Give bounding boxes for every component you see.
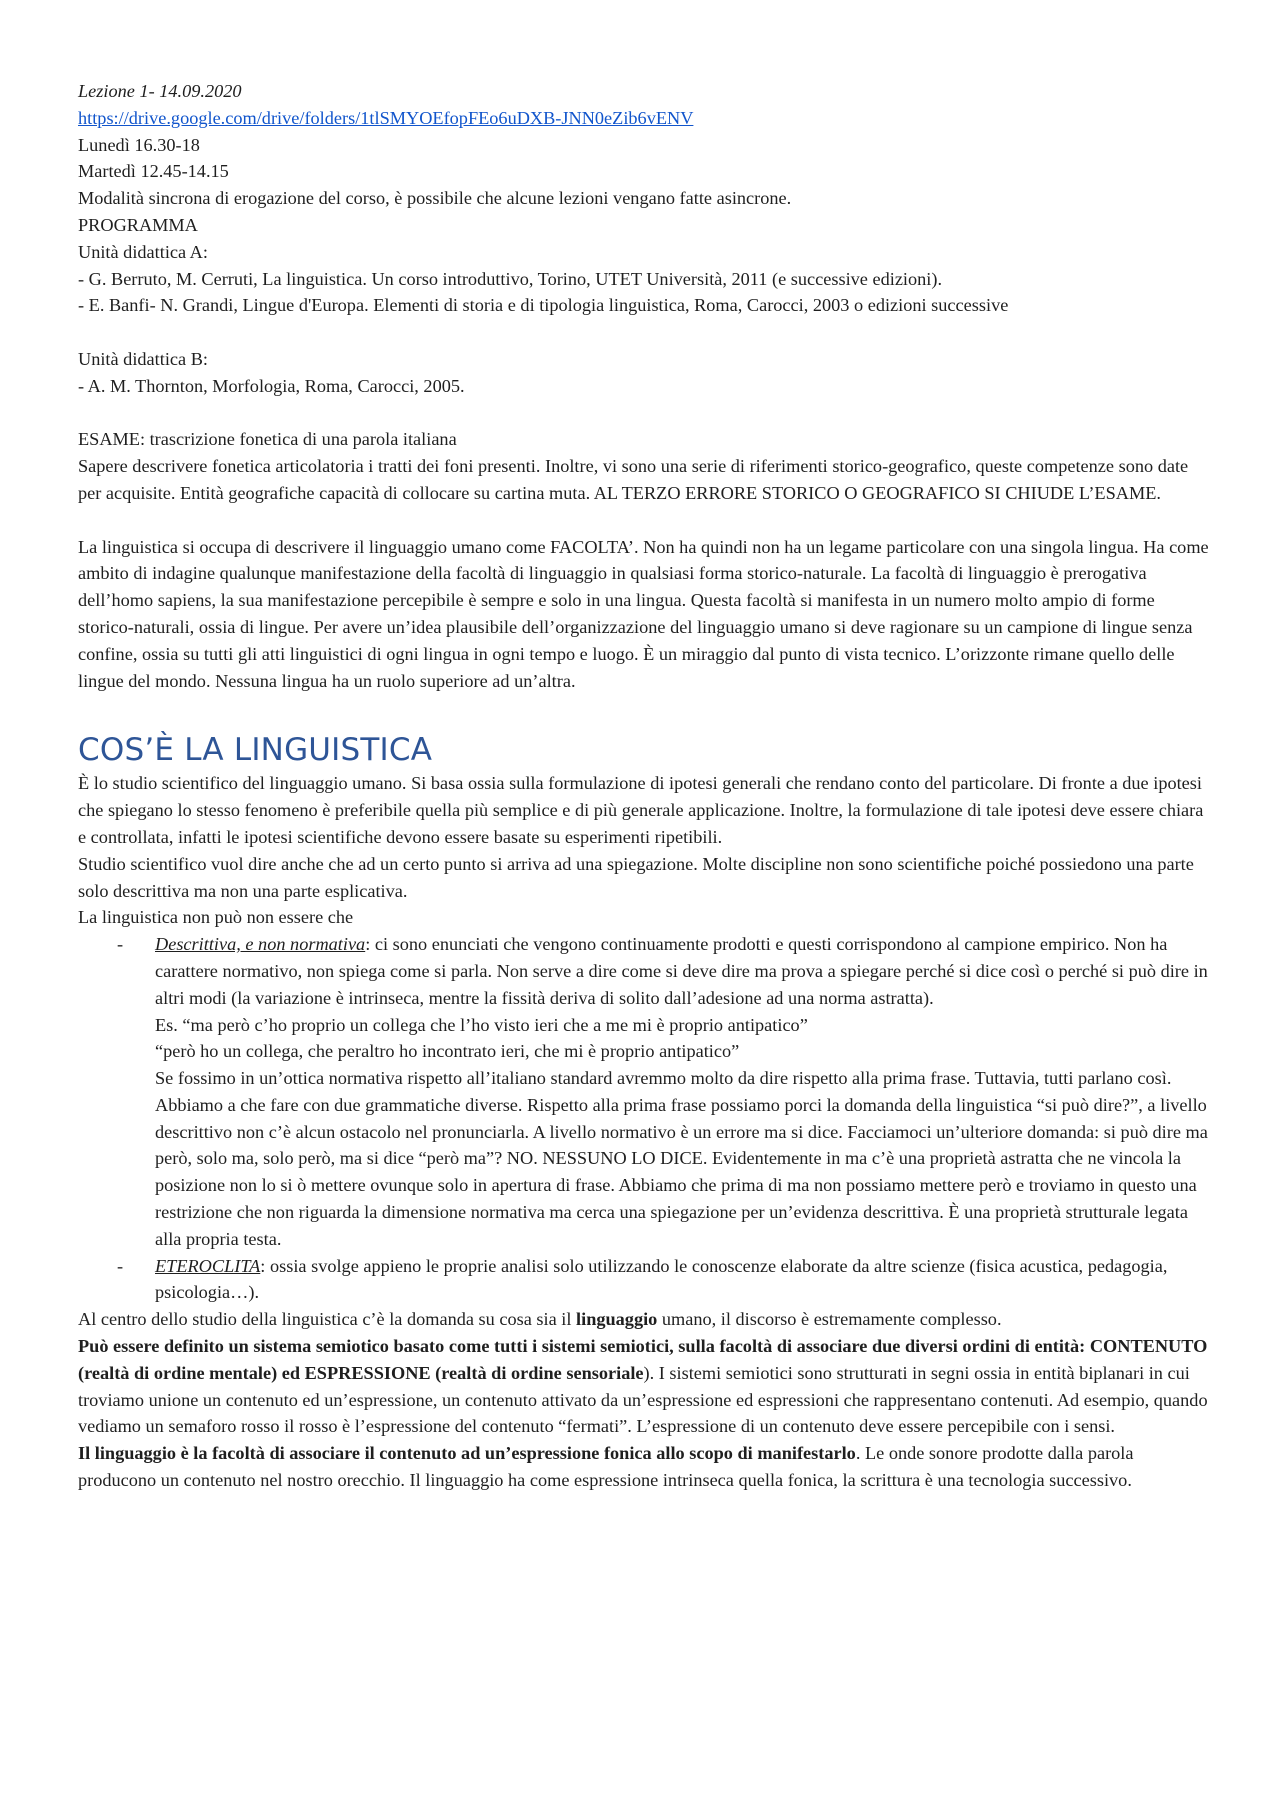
text-run: Al centro dello studio della linguistica c’è la domanda su cosa sia il xyxy=(78,1309,577,1330)
list-item-term: ETEROCLITA xyxy=(155,1255,261,1276)
text-run: ). I sistemi semiotici sono strutturati in segni ossia in entità biplanari in cui troviamo unione un contenuto ed un’espressione, un contenuto attivato da un’espressione ed espressioni che rappresentano contenuti. Ad esempio, quando vediamo un semaforo rosso il rosso è l’espressione del contenuto “fermati”. L’espressione di un contenuto deve essere percepibile con i sensi. xyxy=(78,1362,1208,1437)
example-sentence: Es. “ma però c’ho proprio un collega che l’ho visto ieri che a me mi è proprio antipatico” xyxy=(155,1014,808,1035)
spacer xyxy=(78,507,1213,534)
example-sentence: “però ho un collega, che peraltro ho incontrato ieri, che mi è proprio antipatico” xyxy=(155,1041,740,1062)
unit-a-item: - G. Berruto, M. Cerruti, La linguistica. Un corso introduttivo, Torino, UTET Università, 2011 (e successive edizioni). xyxy=(78,268,943,289)
section-paragraph xyxy=(78,1333,1213,1440)
example-explanation: Se fossimo in un’ottica normativa rispetto all’italiano standard avremmo molto da dire rispetto alla prima frase. Tuttavia, tutti parlano così. Abbiamo a che fare con due grammatiche diverse. Rispetto alla prima frase possiamo porci la domanda della linguistica “si può dire?”, a livello descrittivo non c’è alcun ostacolo nel pronunciarla. A livello normativo è un errore ma si dice. Facciamoci un’ulteriore domanda: si può dire ma però, solo ma, solo però, ma si dice “però ma”? NO. NESSUNO LO DICE. Evidentemente in ma c’è una proprietà astratta che ne vincola la posizione non lo si ò mettere ovunque solo in apertura di frase. Abbiamo che prima di ma non possiamo mettere però e troviamo in questo una restrizione che non riguarda la dimensione normativa ma cerca una spiegazione per un’evidenza descrittiva. È una proprietà strutturale legata alla propria testa. xyxy=(155,1068,1208,1249)
drive-link-line xyxy=(78,105,1213,132)
list-item-term: Descrittiva, e non normativa xyxy=(155,934,366,955)
list-item-body: : ossia svolge appieno le proprie analisi solo utilizzando le conoscenze elaborate da altre scienze (fisica acustica, pedagogia, psicologia…). xyxy=(155,1255,1168,1303)
course-modality: Modalità sincrona di erogazione del corso, è possibile che alcune lezioni vengano fatte asincrone. xyxy=(78,188,792,209)
list-item xyxy=(78,1253,1213,1307)
section-heading: COS’È LA LINGUISTICA xyxy=(78,732,433,769)
unit-b-item: - A. M. Thornton, Morfologia, Roma, Carocci, 2005. xyxy=(78,375,465,396)
section-paragraph: Studio scientifico vuol dire anche che ad un certo punto si arriva ad una spiegazione. Molte discipline non sono scientifiche poiché possiedono una parte solo descrittiva ma non una parte esplicativa. xyxy=(78,853,1194,901)
bullet-list xyxy=(78,931,1213,1306)
list-item-body: : ci sono enunciati che vengono continuamente prodotti e questi corrispondono al campione empirico. Non ha carattere normativo, non spiega come si parla. Non serve a dire come si deve dire ma prova a spiegare perché si dice così o perché si può dire in altri modi (la variazione è intrinseca, mentre la fissità deriva di solito dall’adesione ad una norma astratta). xyxy=(155,934,1208,1008)
bold-definition: Può essere definito un sistema semiotico basato come tutti i sistemi semiotici, sulla facoltà di associare due diversi ordini di entità: CONTENUTO (realtà di ordine mentale) ed ESPRESSIONE (realtà di ordine sensoriale xyxy=(78,1336,1208,1383)
text-run: . Le onde sonore prodotte dalla parola producono un contenuto nel nostro orecchio. Il linguaggio ha come espressione intrinseca quella fonica, la scrittura è una tecnologia successivo. xyxy=(78,1443,1134,1491)
section-paragraph: La linguistica non può non essere che xyxy=(78,907,354,928)
spacer xyxy=(78,319,1213,346)
exam-title: ESAME: trascrizione fonetica di una parola italiana xyxy=(78,429,457,450)
exam-description: Sapere descrivere fonetica articolatoria i tratti dei foni presenti. Inoltre, vi sono una serie di riferimenti storico-geografico, queste competenze sono date per acquisite. Entità geografiche capacità di collocare su cartina muta. AL TERZO ERRORE STORICO O GEOGRAFICO SI CHIUDE L’ESAME. xyxy=(78,456,1189,503)
text-run: umano, il discorso è estremamente complesso. xyxy=(657,1309,1002,1330)
bold-term: linguaggio xyxy=(576,1309,658,1330)
section-paragraph xyxy=(78,1306,1213,1333)
lesson-title: Lezione 1- 14.09.2020 xyxy=(78,81,242,101)
list-item xyxy=(78,931,1213,1253)
schedule-tuesday: Martedì 12.45-14.15 xyxy=(78,161,229,182)
programma-title: PROGRAMMA xyxy=(78,214,198,235)
intro-paragraph: La linguistica si occupa di descrivere il linguaggio umano come FACOLTA’. Non ha quindi non ha un legame particolare con una singola lingua. Ha come ambito di indagine qualunque manifestazione della facoltà di linguaggio in qualsiasi forma storico-naturale. La facoltà di linguaggio è prerogativa dell’homo sapiens, la sua manifestazione percepibile è sempre e solo in una lingua. Questa facoltà si manifesta in un numero molto ampio di forme storico-naturali, ossia di lingue. Per avere un’idea plausibile dell’organizzazione del linguaggio umano si deve ragionare su un campione di lingue senza confine, ossia su tutti gli atti linguistici di ogni lingua in ogni tempo e luogo. È un miraggio dal punto di vista tecnico. L’orizzonte rimane quello delle lingue del mondo. Nessuna lingua ha un ruolo superiore ad un’altra. xyxy=(78,536,1209,691)
section-paragraph xyxy=(78,1440,1213,1494)
unit-b-label: Unità didattica B: xyxy=(78,348,208,369)
list-item-text xyxy=(155,931,1213,1011)
document-page xyxy=(78,78,1213,1494)
section-paragraph: È lo studio scientifico del linguaggio umano. Si basa ossia sulla formulazione di ipotesi generali che rendano conto del particolare. Di fronte a due ipotesi che spiegano lo stesso fenomeno è preferibile quella più semplice e di più generale applicazione. Inoltre, la formulazione di tale ipotesi deve essere chiara e controllata, infatti le ipotesi scientifiche devono essere basate su esperimenti ripetibili. xyxy=(78,773,1204,847)
unit-a-label: Unità didattica A: xyxy=(78,241,208,262)
bold-definition: Il linguaggio è la facoltà di associare il contenuto ad un’espressione fonica allo scopo di manifestarlo xyxy=(78,1443,856,1464)
schedule-monday: Lunedì 16.30-18 xyxy=(78,134,200,155)
bullet-marker: - xyxy=(117,934,124,955)
spacer xyxy=(78,400,1213,427)
unit-a-item: - E. Banfi- N. Grandi, Lingue d'Europa. Elementi di storia e di tipologia linguistica, Roma, Carocci, 2003 o edizioni successive xyxy=(78,295,1009,316)
bullet-marker: - xyxy=(117,1255,124,1276)
list-item-text xyxy=(155,1253,1213,1307)
drive-link[interactable]: https://drive.google.com/drive/folders/1tlSMYOEfopFEo6uDXB-JNN0eZib6vENV xyxy=(78,107,694,128)
